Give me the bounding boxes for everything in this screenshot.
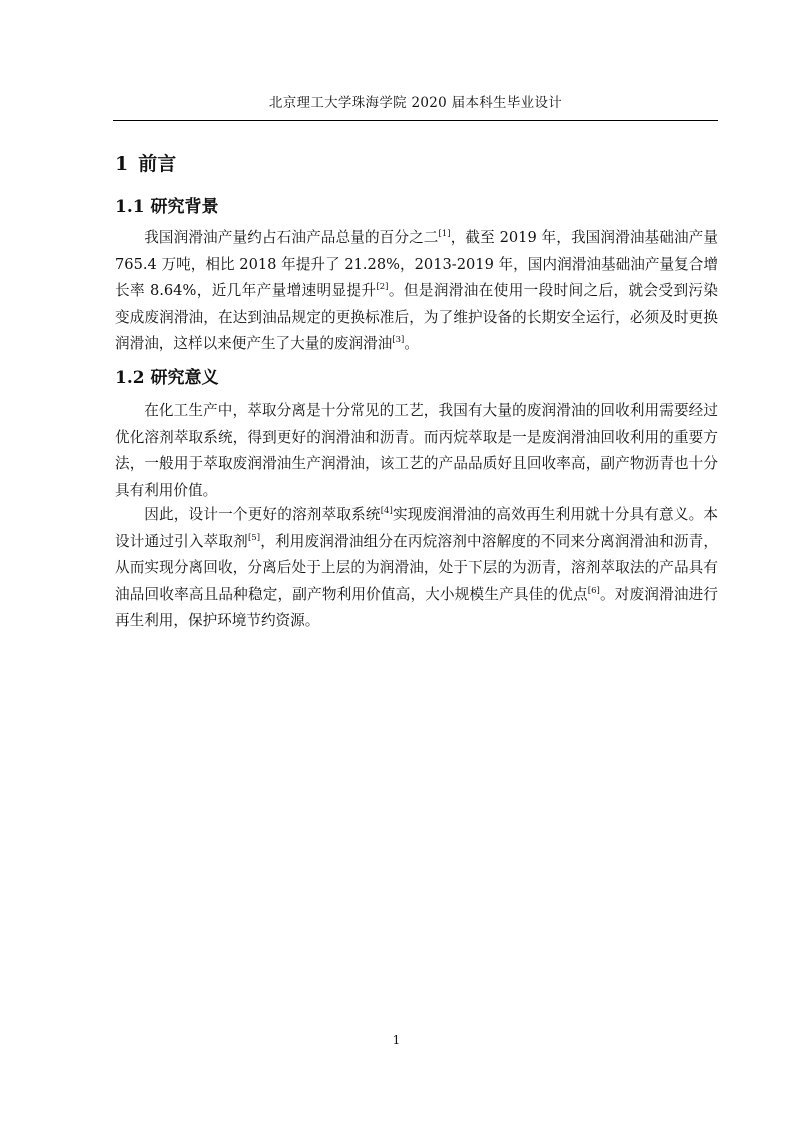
citation-marker: [6] (587, 585, 600, 596)
chapter-title: 前言 (138, 153, 177, 175)
section-1-1-heading: 1.1 研究背景 (115, 197, 219, 217)
header-title: 北京理工大学珠海学院 2020 届本科生毕业设计 (268, 95, 563, 111)
text-run: ，利用废润滑油组分在丙烷溶剂中溶解度的不同来分离润滑油和沥青，从而实现分离回收，分离后处于上层的为润滑油，处于下层的为沥青，溶剂萃取法的产品具有油品回收率高且品种稳定，副产物利用价值高，大小规模生产具佳的优点 (115, 532, 718, 603)
text-run: 。但是润滑油在使用一段时间之后，就会受到污染变成废润滑油，在达到油品规定的更换标准后，为了维护设备的长期安全运行，必须及时更换润滑油，这样以来便产生了大量的废润滑油 (115, 282, 718, 352)
chapter-heading (115, 152, 176, 176)
section-1-2-heading: 1.2 研究意义 (115, 368, 219, 388)
text-run: 在化工生产中，萃取分离是十分常见的工艺，我国有大量的废润滑油的回收利用需要经过优化溶剂萃取系统，得到更好的润滑油和沥青。而丙烷萃取是一是废润滑油回收利用的重要方法，一般用于萃取废润滑油生产润滑油，该工艺的产品品质好且回收率高，副产物沥青也十分具有利用价值。 (115, 402, 718, 499)
text-run: 我国润滑油产量约占石油产品总量的百分之二 (144, 229, 439, 246)
significance-paragraph-1 (115, 398, 718, 504)
page-number: 1 (392, 1033, 401, 1047)
text-run: 。 (404, 335, 419, 352)
citation-marker: [1] (438, 229, 451, 239)
citation-marker: [5] (247, 532, 261, 543)
text-run: 因此，设计一个更好的溶剂萃取系统 (144, 506, 381, 523)
text-run: ，截至 2019 年，我国润滑油基础油产量 765.4 万吨，相比 2018 年提升了 21.28%，2013-2019 年，国内润滑油基础油产量复合增长率 8.64%，近几年产量增速明显提升 (115, 229, 718, 299)
citation-marker: [4] (380, 506, 393, 516)
background-paragraph (115, 225, 718, 358)
chapter-number: 1 (115, 153, 129, 175)
page-header (113, 92, 718, 121)
text-run: 。对废润滑油进行再生利用，保护环境节约资源。 (115, 585, 718, 629)
significance-paragraph-2 (115, 502, 718, 635)
citation-marker: [2] (376, 282, 389, 292)
citation-marker: [3] (392, 335, 405, 345)
text-run: 实现废润滑油的高效再生利用就十分具有意义。本设计通过引入萃取剂 (115, 506, 718, 550)
